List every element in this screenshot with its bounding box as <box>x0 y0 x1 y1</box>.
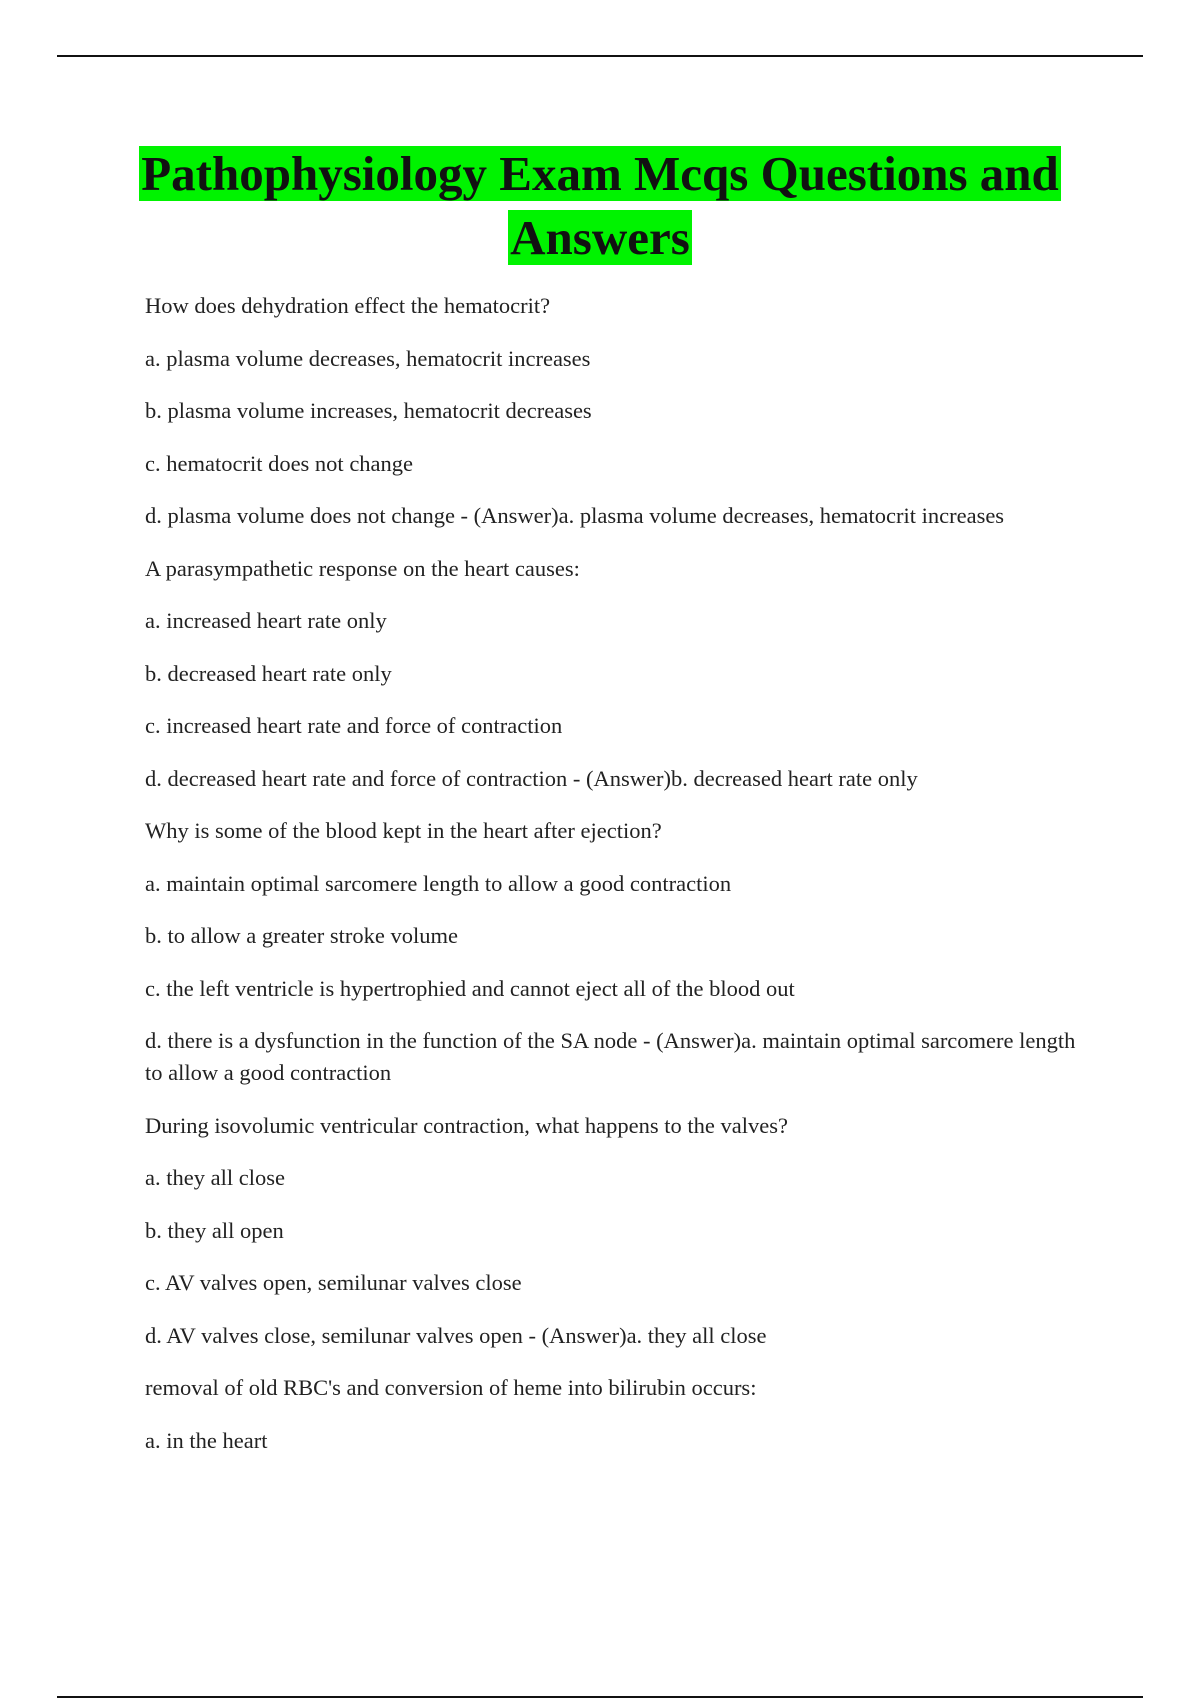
question-line: Why is some of the blood kept in the heart after ejection? <box>145 818 662 843</box>
option-answer-line: d. plasma volume does not change - (Answer)a. plasma volume decreases, hematocrit increases <box>145 503 1005 528</box>
option-line: b. plasma volume increases, hematocrit decreases <box>145 398 592 423</box>
option-line: c. hematocrit does not change <box>145 450 414 476</box>
title-container <box>0 142 1200 270</box>
option-line: c. AV valves open, semilunar valves close <box>145 1270 522 1295</box>
question-list <box>145 290 1090 1477</box>
question-line: How does dehydration effect the hematocrit? <box>145 293 551 318</box>
option-answer-line: d. AV valves close, semilunar valves open - (Answer)a. they all close <box>145 1322 767 1348</box>
option-line: b. they all open <box>145 1217 284 1243</box>
bottom-rule <box>57 1696 1143 1698</box>
option-line: a. increased heart rate only <box>145 608 387 633</box>
option-line: c. the left ventricle is hypertrophied and cannot eject all of the blood out <box>145 975 795 1001</box>
option-line: b. decreased heart rate only <box>145 660 392 686</box>
option-line: b. to allow a greater stroke volume <box>145 923 459 948</box>
question-line: removal of old RBC's and conversion of heme into bilirubin occurs: <box>145 1375 757 1400</box>
option-line: a. in the heart <box>145 1427 268 1453</box>
option-line: a. maintain optimal sarcomere length to allow a good contraction <box>145 870 732 896</box>
option-line: c. increased heart rate and force of contraction <box>145 713 563 738</box>
page-title: Pathophysiology Exam Mcqs Questions and Answers <box>141 146 1059 265</box>
option-answer-line: d. decreased heart rate and force of contraction - (Answer)b. decreased heart rate only <box>145 765 918 791</box>
top-rule <box>57 55 1143 57</box>
option-answer-line: d. there is a dysfunction in the function of the SA node - (Answer)a. maintain optimal sarcomere length to allow a good contraction <box>145 1028 1076 1085</box>
option-line: a. plasma volume decreases, hematocrit increases <box>145 345 591 371</box>
question-line: During isovolumic ventricular contraction, what happens to the valves? <box>145 1112 788 1138</box>
option-line: a. they all close <box>145 1165 285 1190</box>
question-line: A parasympathetic response on the heart causes: <box>145 555 580 581</box>
